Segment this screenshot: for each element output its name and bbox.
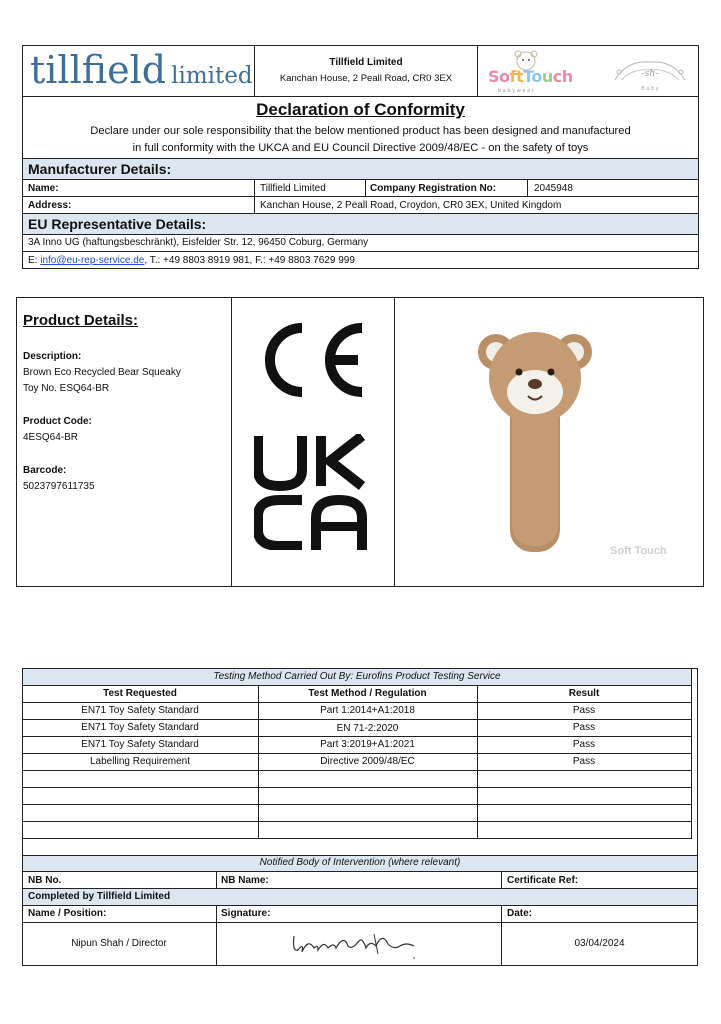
row-test: Labelling Requirement <box>89 756 191 767</box>
row-method: EN 71-2:2020 <box>336 723 399 734</box>
logo-suffix: limited <box>171 63 253 89</box>
tillfield-logo <box>30 48 253 92</box>
col-test-method: Test Method / Regulation <box>308 688 427 699</box>
testing-heading: Testing Method Carried Out By: Eurofins Product Testing Service <box>213 671 501 682</box>
reg-label: Company Registration No: <box>370 183 497 194</box>
declaration-line-1: Declare under our sole responsibility that the below mentioned product has been designed and manufactured <box>90 125 631 137</box>
bear-face-icon <box>486 49 576 95</box>
handwritten-signature-icon <box>288 926 428 962</box>
eu-rep-contact <box>28 256 355 266</box>
soft-touch-logo <box>486 49 576 95</box>
ce-mark-icon <box>252 320 368 400</box>
product-watermark: Soft Touch <box>610 545 667 557</box>
email-label: E: <box>28 255 38 266</box>
email-link[interactable]: info@eu-rep-service.de <box>40 255 145 266</box>
row-result: Pass <box>572 722 596 733</box>
name-value: Tillfield Limited <box>260 183 326 194</box>
row-result: Pass <box>572 705 596 716</box>
name-position-value: Nipun Shah / Director <box>71 938 167 949</box>
manufacturer-heading: Manufacturer Details: <box>28 161 172 177</box>
eu-rep-heading: EU Representative Details: <box>28 216 207 232</box>
description-line-2: Toy No. ESQ64-BR <box>23 383 110 394</box>
company-address: Kanchan House, 2 Peall Road, CR0 3EX <box>279 73 453 84</box>
company-name: Tillfield Limited <box>329 57 403 68</box>
nb-no-label: NB No. <box>28 875 62 886</box>
description-line-1: Brown Eco Recycled Bear Squeaky <box>23 367 181 378</box>
notified-row <box>22 871 698 889</box>
logo-word: tillfield <box>30 48 167 92</box>
row-test: EN71 Toy Safety Standard <box>81 739 199 750</box>
date-value: 03/04/2024 <box>574 938 625 949</box>
signature-image <box>288 926 428 962</box>
product-code-label: Product Code: <box>23 416 92 427</box>
row-result: Pass <box>572 739 596 750</box>
sh-baby-logo <box>607 50 693 94</box>
crown-icon <box>607 50 693 94</box>
svg-text:B a b y: B a b y <box>641 86 659 92</box>
signature-label: Signature: <box>221 908 271 919</box>
barcode-label: Barcode: <box>23 465 67 476</box>
product-code-value: 4ESQ64-BR <box>23 432 79 443</box>
col-result: Result <box>568 688 600 699</box>
address-label: Address: <box>28 200 72 211</box>
svg-text:SoftTouch: SoftTouch <box>488 67 573 86</box>
row-method: Part 1:2014+A1:2018 <box>320 705 415 716</box>
name-position-label: Name / Position: <box>28 908 107 919</box>
reg-value: 2045948 <box>534 183 573 194</box>
row-result: Pass <box>572 756 596 767</box>
declaration-title: Declaration of Conformity <box>256 100 465 119</box>
completed-heading: Completed by Tillfield Limited <box>28 891 171 902</box>
declaration-line-2: in full conformity with the UKCA and EU Council Directive 2009/48/EC - on the safety of toys <box>132 142 589 154</box>
row-test: EN71 Toy Safety Standard <box>81 722 199 733</box>
notified-heading: Notified Body of Intervention (where relevant) <box>259 857 461 868</box>
bear-toy-icon <box>470 326 600 556</box>
col-test-requested: Test Requested <box>103 688 177 699</box>
barcode-value: 5023797611735 <box>23 481 95 492</box>
certificate-label: Certificate Ref: <box>507 875 579 886</box>
phone-fax: , T.: +49 8803 8919 981, F.: +49 8803 7629 999 <box>144 255 355 266</box>
nb-name-label: NB Name: <box>221 875 269 886</box>
ukca-mark-icon <box>254 434 368 550</box>
svg-text:-sh-: -sh- <box>641 69 659 79</box>
product-heading: Product Details: <box>23 312 139 329</box>
name-label: Name: <box>28 183 59 194</box>
row-test: EN71 Toy Safety Standard <box>81 705 199 716</box>
address-value: Kanchan House, 2 Peall Road, Croydon, CR0 3EX, United Kingdom <box>260 200 562 211</box>
row-method: Directive 2009/48/EC <box>320 756 415 767</box>
row-method: Part 3:2019+A1:2021 <box>320 739 415 750</box>
svg-text:b a b y w e a r: b a b y w e a r <box>498 88 534 94</box>
eu-rep-address: 3A Inno UG (haftungsbeschränkt), Eisfelder Str. 12, 96450 Coburg, Germany <box>28 237 369 248</box>
date-label: Date: <box>507 908 533 919</box>
description-label: Description: <box>23 351 82 362</box>
product-photo <box>470 326 600 556</box>
